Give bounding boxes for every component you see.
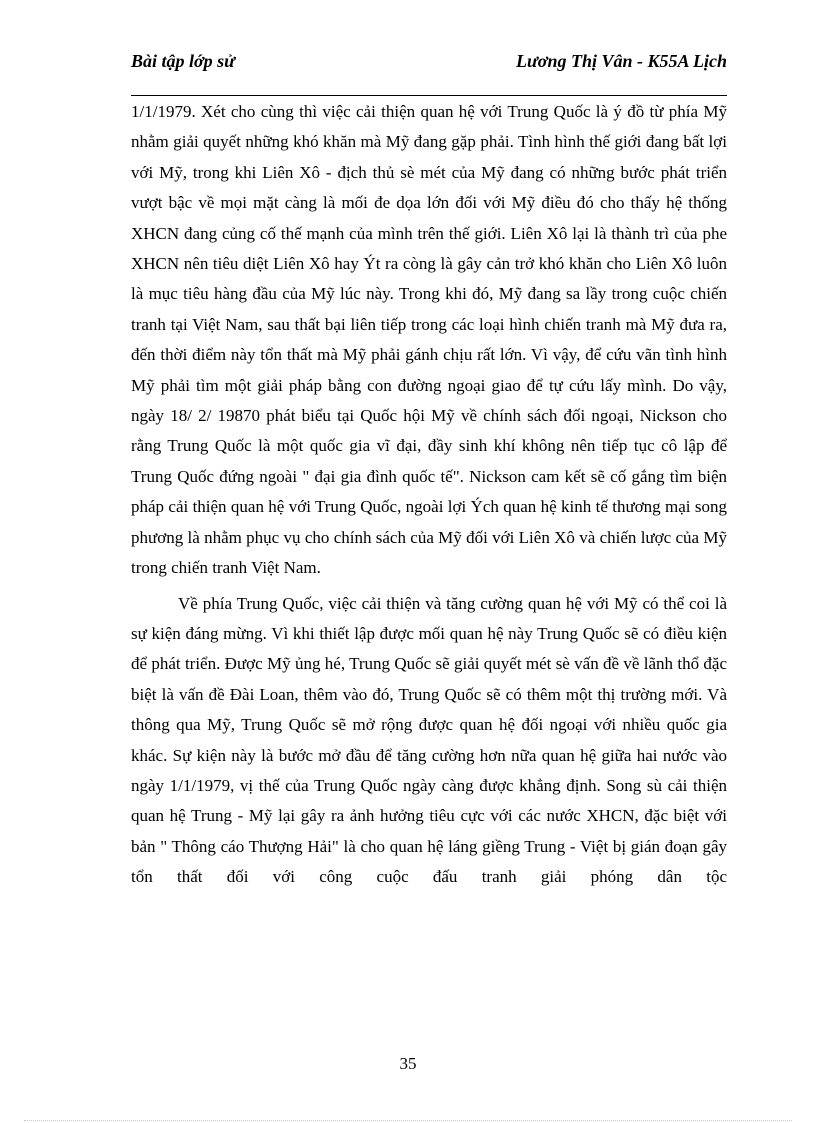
page-header — [131, 50, 727, 96]
page-number: 35 — [399, 1054, 417, 1073]
header-course-title: Bài tập lớp sử — [131, 51, 235, 71]
paragraph-1: 1/1/1979. Xét cho cùng thì việc cải thiện quan hệ với Trung Quốc là ý đồ từ phía Mỹ nhằm giải quyết những khó khăn mà Mỹ đang gặp phải. Tình hình thế giới đang bất lợi với Mỹ, trong khi Liên Xô - địch thủ sè mét của Mỹ đang có những bước phát triển vượt bậc về mọi mặt càng là mối đe dọa lớn đối với Mỹ điều đó cho thấy hệ thống XHCN đang củng cố thế mạnh của mình trên thế giới. Liên Xô lại là thành trì của phe XHCN nên tiêu diệt Liên Xô hay Ýt ra còng là gây cản trở khó khăn cho Liên Xô luôn là mục tiêu hàng đầu của Mỹ lúc này. Trong khi đó, Mỹ đang sa lầy trong cuộc chiến tranh tại Việt Nam, sau thất bại liên tiếp trong các loại hình chiến tranh mà Mỹ đưa ra, đến thời điểm này tổn thất mà Mỹ phải gánh chịu rất lớn. Vì vậy, để cứu vãn tình hình Mỹ phải tìm một giải pháp bằng con đường ngoại giao để tự cứu lấy mình. Do vậy, ngày 18/ 2/ 19870 phát biểu tại Quốc hội Mỹ về chính sách đối ngoại, Nickson cho rằng Trung Quốc là một quốc gia vĩ đại, đầy sinh khí không nên tiếp tục cô lập để Trung Quốc đứng ngoài " đại gia đình quốc tế". Nickson cam kết sẽ cố gắng tìm biện pháp cải thiện quan hệ với Trung Quốc, ngoài lợi Ých quan hệ kinh tế thương mại song phương là nhằm phục vụ cho chính sách của Mỹ đối với Liên Xô và chiến lược của Mỹ trong chiến tranh Việt Nam. — [131, 102, 727, 578]
page-bottom-border — [24, 1120, 792, 1121]
header-divider — [131, 95, 727, 96]
paragraph-2: Về phía Trung Quốc, việc cải thiện và tăng cường quan hệ với Mỹ có thể coi là sự kiện đáng mừng. Vì khi thiết lập được mối quan hệ này Trung Quốc sẽ có điều kiện để phát triển. Được Mỹ ủng hé, Trung Quốc sẽ giải quyết mét sè vấn đề về lãnh thổ đặc biệt là vấn đề Đài Loan, thêm vào đó, Trung Quốc sẽ có thêm một thị trường mới. Và thông qua Mỹ, Trung Quốc sẽ mở rộng được quan hệ đối ngoại với nhiều quốc gia khác. Sự kiện này là bước mở đầu để tăng cường hơn nữa quan hệ giữa hai nước vào ngày 1/1/1979, vị thế của Trung Quốc ngày càng được khẳng định. Song sù cải thiện quan hệ Trung - Mỹ lại gây ra ảnh hưởng tiêu cực với các nước XHCN, đặc biệt với bản " Thông cáo Thượng Hải" là cho quan hệ láng giềng Trung - Việt bị gián đoạn gây tổn thất đối với công cuộc đấu tranh giải phóng dân tộc — [131, 593, 727, 887]
header-author: Lương Thị Vân - K55A Lịch — [516, 51, 727, 71]
body-text — [131, 97, 727, 893]
